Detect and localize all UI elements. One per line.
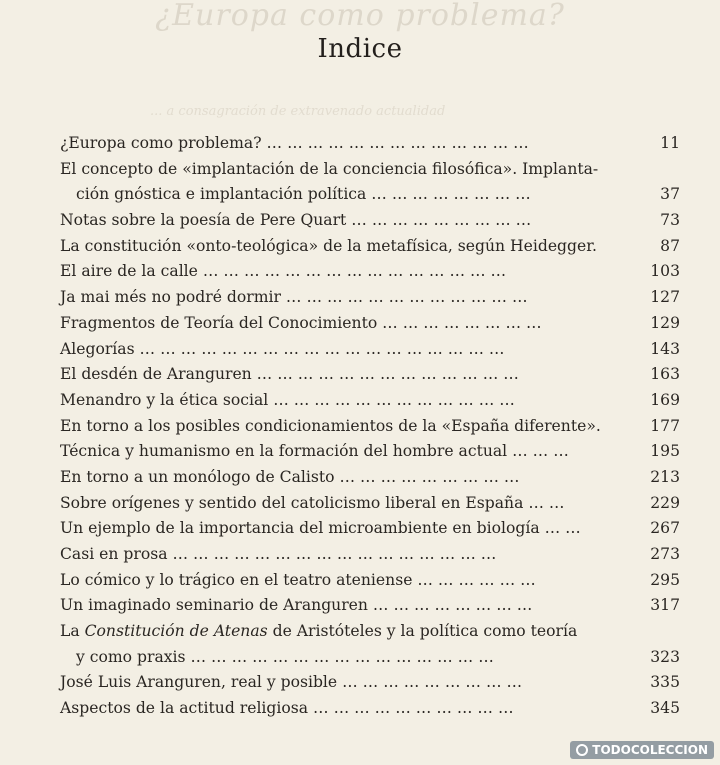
toc-line xyxy=(60,491,680,517)
entry-title: José Luis Aranguren, real y posible … … … … … … … … … xyxy=(60,673,523,692)
toc-entry xyxy=(60,362,680,388)
toc-line xyxy=(60,131,680,157)
page-number: 229 xyxy=(650,493,680,512)
toc-line xyxy=(60,259,680,285)
toc-entry xyxy=(60,619,680,670)
entry-title: Menandro y la ética social … … … … … … … … … … … … xyxy=(60,390,515,409)
toc-entry xyxy=(60,337,680,363)
toc-entry xyxy=(60,234,680,260)
entry-title: La constitución «onto-teológica» de la metafísica, según Heidegger. xyxy=(60,236,597,255)
entry-title-pre: La xyxy=(60,622,85,641)
toc-entry xyxy=(60,491,680,517)
toc-entry xyxy=(60,157,680,208)
toc-line xyxy=(60,516,680,542)
page-number: 143 xyxy=(650,339,680,358)
entry-title: Fragmentos de Teoría del Conocimiento … … … … … … … … xyxy=(60,313,542,332)
page-number: 37 xyxy=(660,185,680,204)
entry-title: y como praxis … … … … … … … … … … … … … … … xyxy=(76,647,494,666)
toc-entry xyxy=(60,542,680,568)
toc-entry xyxy=(60,388,680,414)
page-title: Indice xyxy=(317,34,403,64)
entry-title: Notas sobre la poesía de Pere Quart … … … … … … … … … xyxy=(60,211,532,230)
page-number: 103 xyxy=(650,262,680,281)
toc-line xyxy=(60,234,680,260)
toc-entry xyxy=(60,516,680,542)
entry-title: En torno a un monólogo de Calisto … … … … … … … … … xyxy=(60,467,520,486)
entry-title: Técnica y humanismo en la formación del hombre actual … … … xyxy=(60,442,569,461)
toc-entry xyxy=(60,414,680,440)
toc-entry xyxy=(60,259,680,285)
page-number: 129 xyxy=(650,313,680,332)
entry-title xyxy=(60,619,577,645)
page-number: 323 xyxy=(650,647,680,666)
toc-entry xyxy=(60,465,680,491)
toc-entry xyxy=(60,131,680,157)
entry-title: Aspectos de la actitud religiosa … … … … … … … … … … xyxy=(60,699,514,718)
entry-title: Ja mai més no podré dormir … … … … … … … … … … … … xyxy=(60,288,528,307)
page-number: 169 xyxy=(650,390,680,409)
toc-line xyxy=(60,285,680,311)
bleed-through-subtitle: ... a consagración de extravenado actualidad xyxy=(150,104,446,119)
entry-title: ¿Europa como problema? … … … … … … … … … … … … … xyxy=(60,134,529,152)
page-number: 73 xyxy=(660,211,680,230)
table-of-contents xyxy=(60,131,680,722)
toc-line xyxy=(60,208,680,234)
toc-entry xyxy=(60,670,680,696)
toc-line xyxy=(60,696,680,722)
entry-title: Un ejemplo de la importancia del microambiente en biología … … xyxy=(60,519,581,538)
page-number: 267 xyxy=(650,519,680,538)
entry-title: ción gnóstica e implantación política … … … … … … … … xyxy=(76,185,531,204)
toc-line xyxy=(60,645,680,671)
page-number: 317 xyxy=(650,596,680,615)
page-number: 87 xyxy=(660,236,680,255)
entry-title: El concepto de «implantación de la conciencia filosófica». Implanta- xyxy=(60,159,599,178)
toc-line xyxy=(60,465,680,491)
page-number: 273 xyxy=(650,545,680,563)
toc-line xyxy=(60,593,680,619)
entry-title-italic: Constitución de Atenas xyxy=(84,622,268,641)
page-number: 295 xyxy=(650,570,680,589)
page-number: 345 xyxy=(650,699,680,718)
entry-title: Lo cómico y lo trágico en el teatro ateniense … … … … … … xyxy=(60,570,536,589)
entry-title: El desdén de Aranguren … … … … … … … … … … … … … xyxy=(60,365,519,384)
page-number: 213 xyxy=(650,467,680,486)
toc-line xyxy=(60,311,680,337)
entry-title: Alegorías … … … … … … … … … … … … … … … … … … xyxy=(60,339,505,358)
page-number: 11 xyxy=(660,134,680,152)
toc-entry xyxy=(60,593,680,619)
toc-entry xyxy=(60,285,680,311)
entry-title-post: de Aristóteles y la política como teoría xyxy=(267,622,578,641)
page-number: 163 xyxy=(650,365,680,384)
page-number: 127 xyxy=(650,288,680,307)
toc-entry xyxy=(60,568,680,594)
toc-line xyxy=(60,414,680,440)
entry-title: Un imaginado seminario de Aranguren … … … … … … … … xyxy=(60,596,533,615)
toc-line xyxy=(60,157,680,183)
page-number: 335 xyxy=(650,673,680,692)
bleed-through-title: ¿Europa como problema? xyxy=(155,0,565,33)
entry-title: El aire de la calle … … … … … … … … … … … … … … … xyxy=(60,262,507,281)
page-number: 195 xyxy=(650,442,680,461)
toc-line xyxy=(60,388,680,414)
watermark-logo-icon xyxy=(576,744,588,756)
toc-line xyxy=(60,182,680,208)
toc-line xyxy=(60,542,680,568)
toc-line xyxy=(60,337,680,363)
watermark xyxy=(570,741,714,759)
toc-line xyxy=(60,670,680,696)
toc-entry xyxy=(60,311,680,337)
toc-line xyxy=(60,619,680,645)
toc-entry xyxy=(60,208,680,234)
page-number: 177 xyxy=(650,416,680,435)
entry-title: En torno a los posibles condicionamientos de la «España diferente». xyxy=(60,416,601,435)
watermark-text: TODOCOLECCION xyxy=(592,743,708,757)
toc-line xyxy=(60,362,680,388)
toc-line xyxy=(60,568,680,594)
entry-title: Sobre orígenes y sentido del catolicismo liberal en España … … xyxy=(60,493,565,512)
entry-title: Casi en prosa … … … … … … … … … … … … … … … … xyxy=(60,545,497,563)
toc-entry xyxy=(60,696,680,722)
toc-entry xyxy=(60,439,680,465)
toc-line xyxy=(60,439,680,465)
